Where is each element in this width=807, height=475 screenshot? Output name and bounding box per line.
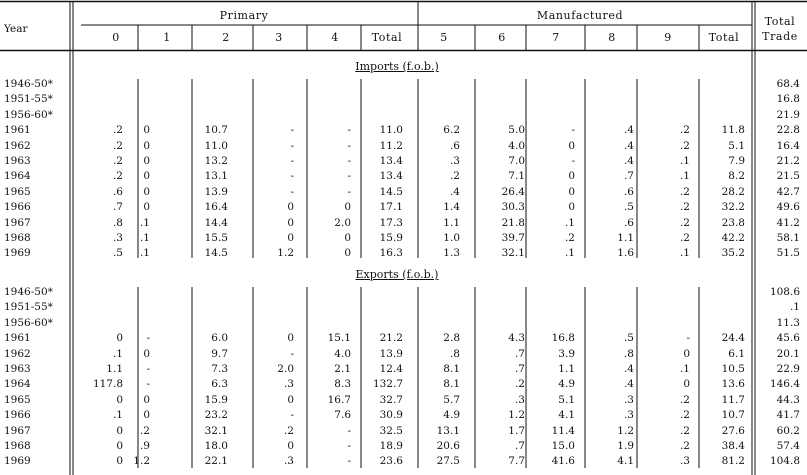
row-year-label: 1967 xyxy=(4,216,31,229)
table-cell: .5 xyxy=(623,201,634,214)
table-cell: - xyxy=(290,170,294,183)
table-cell: 23.6 xyxy=(379,455,403,468)
total-trade-cell: 108.6 xyxy=(769,286,800,298)
table-cell: 15.5 xyxy=(204,232,228,244)
table-cell: .2 xyxy=(139,424,150,437)
table-cell: 0 xyxy=(143,201,150,214)
table-cell: - xyxy=(571,155,575,167)
table-cell: 23.2 xyxy=(204,409,228,422)
total-trade-cell: 146.4 xyxy=(769,378,800,391)
table-cell: .2 xyxy=(514,378,525,391)
table-cell: 6.1 xyxy=(728,347,745,360)
table-cell: 0 xyxy=(344,201,351,214)
table-cell: 41.6 xyxy=(551,455,575,468)
row-year-label: 1966 xyxy=(4,201,31,214)
total-trade-cell: 45.6 xyxy=(776,332,800,345)
table-cell: 15.9 xyxy=(204,393,228,406)
table-cell: 32.5 xyxy=(379,424,403,437)
row-year-label: 1969 xyxy=(4,247,31,260)
table-cell: .2 xyxy=(564,232,575,244)
table-cell: .4 xyxy=(623,378,634,391)
table-cell: - xyxy=(290,139,294,152)
table-cell: 0 xyxy=(568,170,575,183)
table-cell: 13.2 xyxy=(204,155,228,167)
table-cell: .4 xyxy=(623,124,634,137)
total-trade-cell: 21.9 xyxy=(776,108,800,121)
table-cell: 16.3 xyxy=(379,247,403,260)
table-cell: - xyxy=(347,185,351,198)
row-year-label: 1969 xyxy=(4,455,31,468)
column-header-primary-4: 4 xyxy=(331,31,339,44)
table-cell: 7.6 xyxy=(334,409,351,422)
table-cell: 13.9 xyxy=(204,185,228,198)
table-cell: - xyxy=(290,347,294,360)
table-cell: 7.3 xyxy=(211,363,228,375)
table-cell: 0 xyxy=(143,124,150,137)
column-header-manufactured-total: Total xyxy=(708,31,740,44)
column-header-primary-3: 3 xyxy=(275,31,283,44)
table-cell: 1.2 xyxy=(277,247,294,260)
table-cell: 0 xyxy=(116,424,123,437)
table-cell: 20.6 xyxy=(436,440,460,452)
table-cell: 15.9 xyxy=(379,232,403,244)
table-cell: 14.5 xyxy=(379,185,403,198)
table-cell: .1 xyxy=(139,232,150,244)
total-trade-cell: 22.9 xyxy=(776,363,800,375)
table-cell: 11.0 xyxy=(379,124,403,137)
column-header-primary-0: 0 xyxy=(112,31,120,44)
table-cell: 7.7 xyxy=(508,455,525,468)
table-cell: 15.0 xyxy=(551,440,575,452)
table-cell: 0 xyxy=(143,393,150,406)
table-cell: 8.1 xyxy=(443,378,460,391)
table-cell: 117.8 xyxy=(92,378,123,391)
table-cell: 4.1 xyxy=(617,455,634,468)
table-cell: 4.1 xyxy=(558,409,575,422)
table-cell: 10.7 xyxy=(721,409,745,422)
total-trade-cell: .1 xyxy=(789,301,800,314)
row-year-label: 1951-55* xyxy=(4,301,53,314)
table-cell: 28.2 xyxy=(721,185,745,198)
table-cell: 13.4 xyxy=(379,155,403,167)
table-cell: 8.3 xyxy=(334,378,351,391)
table-cell: 1.2 xyxy=(133,455,150,468)
table-cell: .7 xyxy=(112,201,123,214)
table-cell: .6 xyxy=(449,139,460,152)
total-trade-cell: 41.7 xyxy=(776,409,800,422)
table-cell: 17.1 xyxy=(379,201,403,214)
table-cell: 11.8 xyxy=(721,124,745,137)
table-cell: .5 xyxy=(112,247,123,260)
row-year-label: 1951-55* xyxy=(4,93,53,106)
table-cell: - xyxy=(146,378,150,391)
table-cell: .1 xyxy=(679,363,690,375)
table-cell: .8 xyxy=(112,216,123,229)
table-cell: 1.0 xyxy=(443,232,460,244)
column-header-manufactured-8: 8 xyxy=(608,31,616,44)
table-cell: - xyxy=(347,139,351,152)
table-cell: 21.8 xyxy=(501,216,525,229)
table-cell: .4 xyxy=(623,139,634,152)
table-cell: 0 xyxy=(143,139,150,152)
table-cell: 1.1 xyxy=(106,363,123,375)
primary-header: Primary xyxy=(219,9,269,22)
table-cell: 1.2 xyxy=(508,409,525,422)
table-cell: 1.3 xyxy=(443,247,460,260)
table-cell: 0 xyxy=(116,455,123,468)
total-trade-cell: 58.1 xyxy=(776,232,800,244)
table-cell: .2 xyxy=(112,155,123,167)
table-cell: 0 xyxy=(568,185,575,198)
table-cell: - xyxy=(290,124,294,137)
table-cell: 0 xyxy=(143,155,150,167)
table-cell: 1.1 xyxy=(558,363,575,375)
total-trade-cell: 16.8 xyxy=(776,93,800,106)
total-trade-cell: 104.8 xyxy=(769,455,800,468)
row-year-label: 1956-60* xyxy=(4,316,53,329)
table-cell: .2 xyxy=(679,232,690,244)
table-cell: 4.3 xyxy=(508,332,525,345)
table-cell: 0 xyxy=(568,201,575,214)
table-cell: .4 xyxy=(623,363,634,375)
table-cell: 18.0 xyxy=(204,440,228,452)
table-cell: 1.4 xyxy=(443,201,460,214)
table-cell: 8.2 xyxy=(728,170,745,183)
imports-section-title: Imports (f.o.b.) xyxy=(355,60,439,73)
table-cell: 0 xyxy=(116,440,123,452)
table-cell: .1 xyxy=(112,347,123,360)
row-year-label: 1956-60* xyxy=(4,108,53,121)
table-cell: 0 xyxy=(143,170,150,183)
table-cell: 4.0 xyxy=(334,347,351,360)
table-cell: 0 xyxy=(287,201,294,214)
table-cell: 32.1 xyxy=(501,247,525,260)
table-cell: .4 xyxy=(623,155,634,167)
table-cell: 13.1 xyxy=(204,170,228,183)
table-cell: 132.7 xyxy=(372,378,403,391)
table-cell: 4.9 xyxy=(558,378,575,391)
table-cell: .6 xyxy=(623,216,634,229)
total-trade-cell: 21.2 xyxy=(776,155,800,167)
table-cell: 0 xyxy=(287,332,294,345)
column-header-manufactured-6: 6 xyxy=(498,31,506,44)
row-year-label: 1968 xyxy=(4,232,31,244)
table-cell: .1 xyxy=(139,216,150,229)
table-cell: 0 xyxy=(683,378,690,391)
table-cell: 1.9 xyxy=(617,440,634,452)
table-cell: 24.4 xyxy=(721,332,745,345)
table-cell: 12.4 xyxy=(379,363,403,375)
year-header: Year xyxy=(4,23,28,35)
total-trade-cell: 60.2 xyxy=(776,424,800,437)
row-year-label: 1968 xyxy=(4,440,31,452)
row-year-label: 1966 xyxy=(4,409,31,422)
total-trade-cell: 57.4 xyxy=(776,440,800,452)
table-cell: - xyxy=(347,424,351,437)
table-cell: 26.4 xyxy=(501,185,525,198)
table-cell: .3 xyxy=(449,155,460,167)
row-year-label: 1963 xyxy=(4,155,31,167)
table-cell: - xyxy=(290,409,294,422)
table-cell: 2.0 xyxy=(277,363,294,375)
table-cell: .3 xyxy=(679,455,690,468)
table-cell: - xyxy=(347,124,351,137)
table-cell: 38.4 xyxy=(721,440,745,452)
row-year-label: 1961 xyxy=(4,124,31,137)
table-cell: .8 xyxy=(623,347,634,360)
table-cell: 0 xyxy=(143,347,150,360)
table-cell: 15.1 xyxy=(327,332,351,345)
table-cell: 10.7 xyxy=(204,124,228,137)
table-cell: 30.9 xyxy=(379,409,403,422)
total-trade-header-line1: Total xyxy=(764,15,796,28)
table-cell: - xyxy=(146,363,150,375)
total-trade-cell: 42.7 xyxy=(776,185,800,198)
column-header-primary-1: 1 xyxy=(163,31,171,44)
table-cell: 7.1 xyxy=(508,170,525,183)
column-header-manufactured-5: 5 xyxy=(440,31,448,44)
table-cell: - xyxy=(347,455,351,468)
table-cell: .1 xyxy=(679,170,690,183)
table-cell: 5.1 xyxy=(558,393,575,406)
table-cell: 5.7 xyxy=(443,393,460,406)
table-cell: 4.0 xyxy=(508,139,525,152)
table-cell: .1 xyxy=(564,247,575,260)
table-cell: .7 xyxy=(514,440,525,452)
table-cell: .2 xyxy=(679,440,690,452)
table-cell: .2 xyxy=(679,409,690,422)
table-cell: 27.6 xyxy=(721,424,745,437)
table-cell: - xyxy=(290,185,294,198)
table-cell: .6 xyxy=(112,185,123,198)
total-trade-cell: 21.5 xyxy=(776,170,800,183)
column-header-primary-total: Total xyxy=(371,31,403,44)
table-cell: 0 xyxy=(287,440,294,452)
table-cell: .7 xyxy=(514,363,525,375)
row-year-label: 1964 xyxy=(4,378,31,391)
table-cell: 5.0 xyxy=(508,124,525,137)
table-cell: .9 xyxy=(139,440,150,452)
table-cell: .2 xyxy=(679,216,690,229)
table-cell: 13.6 xyxy=(721,378,745,391)
total-trade-cell: 41.2 xyxy=(776,216,800,229)
total-trade-cell: 49.6 xyxy=(776,201,800,214)
table-cell: - xyxy=(347,440,351,452)
table-cell: 0 xyxy=(116,393,123,406)
table-cell: - xyxy=(347,170,351,183)
table-cell: 21.2 xyxy=(379,332,403,345)
table-cell: .2 xyxy=(679,393,690,406)
total-trade-cell: 20.1 xyxy=(776,347,800,360)
table-cell: .2 xyxy=(679,185,690,198)
column-header-primary-2: 2 xyxy=(222,31,230,44)
table-cell: 14.4 xyxy=(204,216,228,229)
table-cell: .1 xyxy=(679,247,690,260)
table-cell: 32.2 xyxy=(721,201,745,214)
table-cell: - xyxy=(571,124,575,137)
column-header-manufactured-9: 9 xyxy=(664,31,672,44)
table-cell: 13.4 xyxy=(379,170,403,183)
table-cell: 30.3 xyxy=(501,201,525,214)
table-cell: 0 xyxy=(116,332,123,345)
table-cell: .5 xyxy=(623,332,634,345)
row-year-label: 1946-50* xyxy=(4,286,53,298)
table-cell: 32.1 xyxy=(204,424,228,437)
row-year-label: 1963 xyxy=(4,363,31,375)
table-cell: 22.1 xyxy=(204,455,228,468)
table-cell: 10.5 xyxy=(721,363,745,375)
table-cell: 81.2 xyxy=(721,455,745,468)
table-cell: .1 xyxy=(112,409,123,422)
table-cell: 16.7 xyxy=(327,393,351,406)
column-header-manufactured-7: 7 xyxy=(552,31,560,44)
table-cell: .1 xyxy=(564,216,575,229)
table-cell: .2 xyxy=(449,170,460,183)
table-cell: 39.7 xyxy=(501,232,525,244)
table-cell: - xyxy=(686,332,690,345)
table-cell: 11.4 xyxy=(551,424,575,437)
table-cell: 5.1 xyxy=(728,139,745,152)
row-year-label: 1964 xyxy=(4,170,31,183)
total-trade-cell: 22.8 xyxy=(776,124,800,137)
total-trade-header-line2: Trade xyxy=(762,30,798,43)
table-cell: .2 xyxy=(112,170,123,183)
row-year-label: 1965 xyxy=(4,185,31,198)
table-cell: 0 xyxy=(344,247,351,260)
table-cell: .3 xyxy=(283,455,294,468)
table-cell: 17.3 xyxy=(379,216,403,229)
table-cell: .4 xyxy=(449,185,460,198)
table-cell: .2 xyxy=(679,139,690,152)
exports-section-title: Exports (f.o.b.) xyxy=(355,268,439,281)
table-cell: - xyxy=(146,332,150,345)
table-cell: .2 xyxy=(679,201,690,214)
table-cell: .3 xyxy=(514,393,525,406)
table-cell: .3 xyxy=(112,232,123,244)
table-cell: 0 xyxy=(287,393,294,406)
table-cell: 11.7 xyxy=(721,393,745,406)
table-cell: - xyxy=(347,155,351,167)
row-year-label: 1946-50* xyxy=(4,78,53,90)
table-cell: 14.5 xyxy=(204,247,228,260)
total-trade-cell: 68.4 xyxy=(776,78,800,90)
table-cell: 6.0 xyxy=(211,332,228,345)
table-cell: 8.1 xyxy=(443,363,460,375)
table-cell: .2 xyxy=(283,424,294,437)
table-cell: 4.9 xyxy=(443,409,460,422)
table-cell: 13.9 xyxy=(379,347,403,360)
total-trade-cell: 16.4 xyxy=(776,139,800,152)
table-cell: - xyxy=(290,155,294,167)
table-cell: .8 xyxy=(449,347,460,360)
manufactured-header: Manufactured xyxy=(536,9,624,22)
table-cell: 0 xyxy=(568,139,575,152)
table-cell: 0 xyxy=(344,232,351,244)
table-cell: .2 xyxy=(679,124,690,137)
table-cell: 6.3 xyxy=(211,378,228,391)
table-cell: 1.2 xyxy=(617,424,634,437)
table-cell: 1.7 xyxy=(508,424,525,437)
table-cell: 16.8 xyxy=(551,332,575,345)
table-cell: .2 xyxy=(112,139,123,152)
table-cell: 11.2 xyxy=(379,139,403,152)
table-cell: 7.0 xyxy=(508,155,525,167)
table-cell: 23.8 xyxy=(721,216,745,229)
table-cell: 0 xyxy=(143,409,150,422)
table-cell: 13.1 xyxy=(436,424,460,437)
table-cell: .3 xyxy=(623,409,634,422)
total-trade-cell: 51.5 xyxy=(776,247,800,260)
table-cell: 0 xyxy=(287,216,294,229)
table-cell: 2.8 xyxy=(443,332,460,345)
table-cell: .3 xyxy=(283,378,294,391)
table-cell: .2 xyxy=(679,424,690,437)
table-cell: 0 xyxy=(683,347,690,360)
table-cell: .7 xyxy=(514,347,525,360)
table-cell: .6 xyxy=(623,185,634,198)
total-trade-cell: 44.3 xyxy=(776,393,800,406)
table-cell: 42.2 xyxy=(721,232,745,244)
table-cell: 1.1 xyxy=(617,232,634,244)
row-year-label: 1965 xyxy=(4,393,31,406)
table-cell: 3.9 xyxy=(558,347,575,360)
table-cell: 32.7 xyxy=(379,393,403,406)
row-year-label: 1962 xyxy=(4,139,31,152)
table-cell: 1.6 xyxy=(617,247,634,260)
table-cell: 16.4 xyxy=(204,201,228,214)
table-cell: 35.2 xyxy=(721,247,745,260)
table-cell: .7 xyxy=(623,170,634,183)
table-cell: .3 xyxy=(623,393,634,406)
table-cell: 9.7 xyxy=(211,347,228,360)
row-year-label: 1961 xyxy=(4,332,31,345)
table-cell: 27.5 xyxy=(436,455,460,468)
table-cell: 2.1 xyxy=(334,363,351,375)
row-year-label: 1967 xyxy=(4,424,31,437)
table-cell: .1 xyxy=(139,247,150,260)
table-cell: 0 xyxy=(287,232,294,244)
table-cell: 0 xyxy=(143,185,150,198)
row-year-label: 1962 xyxy=(4,347,31,360)
table-cell: 18.9 xyxy=(379,440,403,452)
table-cell: 1.1 xyxy=(443,216,460,229)
total-trade-cell: 11.3 xyxy=(776,316,800,329)
table-cell: .2 xyxy=(112,124,123,137)
table-cell: 6.2 xyxy=(443,124,460,137)
table-cell: 2.0 xyxy=(334,216,351,229)
table-cell: 11.0 xyxy=(204,139,228,152)
table-cell: 7.9 xyxy=(728,155,745,167)
table-cell: .1 xyxy=(679,155,690,167)
